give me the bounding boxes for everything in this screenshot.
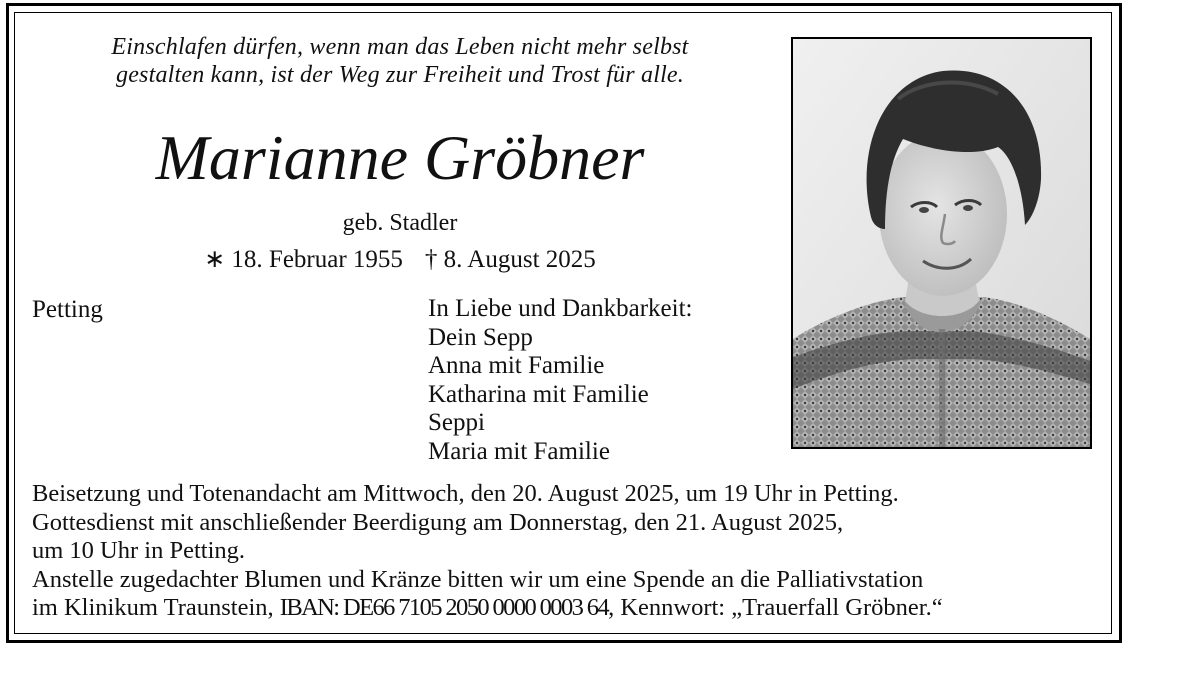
mourner-entry: Dein Sepp	[428, 323, 533, 351]
portrait-illustration	[793, 39, 1090, 447]
motto-line: gestalten kann, ist der Weg zur Freiheit und Trost für alle.	[116, 62, 684, 88]
service-notice-time: um 10 Uhr in Petting.	[32, 537, 246, 564]
death-date: † 8. August 2025	[424, 246, 596, 273]
life-dates	[40, 245, 760, 275]
donation-notice: Anstelle zugedachter Blumen und Kränze bitten wir um eine Spende an die Palliativstation	[32, 565, 924, 593]
portrait-photo	[791, 37, 1092, 449]
donation-recipient: im Klinikum Traunstein,	[32, 594, 280, 621]
mourners-list	[428, 295, 693, 466]
mourner-entry: Maria mit Familie	[428, 437, 610, 465]
residence-location: Petting	[32, 296, 103, 323]
birth-date: ∗ 18. Februar 1955	[204, 246, 403, 273]
mourner-entry: Anna mit Familie	[428, 352, 605, 379]
burial-notice: Beisetzung und Totenandacht am Mittwoch, den 20. August 2025, um 19 Uhr in Petting.	[32, 480, 899, 507]
funeral-notices	[32, 480, 1107, 623]
mourner-entry: Katharina mit Familie	[428, 380, 649, 408]
mourner-entry: Seppi	[428, 409, 485, 436]
iban-number: IBAN: DE66 7105 2050 0000 0003 64	[279, 594, 609, 621]
mourners-heading: In Liebe und Dankbarkeit:	[428, 295, 693, 322]
motto-quote	[40, 33, 760, 89]
donation-details	[32, 594, 1107, 623]
deceased-name: Marianne Gröbner	[155, 122, 645, 193]
donation-keyword: , Kennwort: „Trauerfall Gröbner.“	[608, 594, 943, 621]
service-notice: Gottesdienst mit anschließender Beerdigung am Donnerstag, den 21. August 2025,	[32, 508, 844, 536]
motto-line: Einschlafen dürfen, wenn man das Leben nicht mehr selbst	[111, 34, 689, 60]
maiden-name: geb. Stadler	[342, 210, 458, 236]
